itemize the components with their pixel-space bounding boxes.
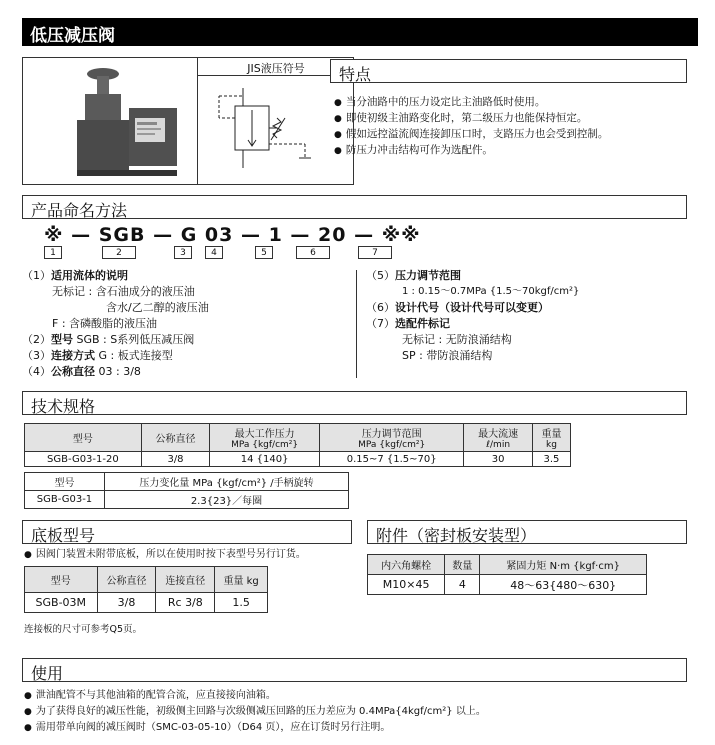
naming-divider xyxy=(356,270,357,378)
sp-header: 公称直径 xyxy=(97,567,156,593)
naming-left-list xyxy=(22,268,209,380)
spec-header: 最大流速 ℓ/min xyxy=(464,424,532,452)
sp-cell: SGB-03M xyxy=(25,593,98,613)
sp-header: 型号 xyxy=(25,567,98,593)
usage-item: ● 需用带单向阀的减压阀时（SMC-03-05-10）（D64 页），应在订货时另行注明。 xyxy=(24,720,704,736)
pc-header: 压力变化量 MPa {kgf/cm²} /手柄旋转 xyxy=(105,473,349,491)
code-box-2: 2 xyxy=(102,246,136,259)
sp-header: 重量 kg xyxy=(215,567,268,593)
usage-list xyxy=(24,688,704,736)
naming-item: 1 : 0.15～0.7MPa {1.5～70kgf/cm²} xyxy=(402,286,580,297)
spec-cell: 30 xyxy=(464,452,532,467)
spec-header: 重量 kg xyxy=(532,424,570,452)
pressure-change-table xyxy=(24,472,349,509)
usage-heading: 使用 xyxy=(22,658,687,682)
code-box-1: 1 xyxy=(44,246,62,259)
spec-header: 最大工作压力 MPa {kgf/cm²} xyxy=(210,424,320,452)
spec-cell: 3.5 xyxy=(532,452,570,467)
page-title: 低压减压阀 xyxy=(22,18,698,46)
code-box-5: 5 xyxy=(255,246,273,259)
specs-table xyxy=(24,423,571,467)
naming-item: F : 含磷酸脂的液压油 xyxy=(52,317,158,330)
pc-header: 型号 xyxy=(25,473,105,491)
acc-header: 数量 xyxy=(445,555,480,575)
spec-cell: SGB-G03-1-20 xyxy=(25,452,142,467)
feature-item: ● 当分油路中的压力设定比主油路低时使用。 xyxy=(334,95,694,111)
acc-cell: M10×45 xyxy=(368,575,445,595)
sp-cell: 3/8 xyxy=(97,593,156,613)
spec-header: 型号 xyxy=(25,424,142,452)
pc-cell: SGB-G03-1 xyxy=(25,491,105,509)
acc-header: 内六角螺栓 xyxy=(368,555,445,575)
acc-header: 紧固力矩 N·m {kgf·cm} xyxy=(480,555,647,575)
pc-cell: 2.3{23}／每圈 xyxy=(105,491,349,509)
valve-photo-icon xyxy=(37,62,187,180)
naming-item: （4）公称直径 03 : 3/8 xyxy=(22,365,141,378)
acc-cell: 4 xyxy=(445,575,480,595)
feature-item: ● 假如远控溢流阀连接卸压口时，支路压力也会受到控制。 xyxy=(334,127,694,143)
usage-item: ● 泄油配管不与其他油箱的配管合流，应直接接向油箱。 xyxy=(24,688,704,704)
naming-item: （2）型号 SGB : S系列低压减压阀 xyxy=(22,333,195,346)
naming-item: （5）压力调节范围 xyxy=(366,269,461,282)
spec-cell: 3/8 xyxy=(141,452,209,467)
product-image-box xyxy=(22,57,354,185)
code-box-4: 4 xyxy=(205,246,223,259)
sp-cell: Rc 3/8 xyxy=(156,593,215,613)
jis-symbol-label: JIS液压符号 xyxy=(197,58,354,76)
spec-cell: 0.15~7 {1.5~70} xyxy=(319,452,463,467)
subplate-table xyxy=(24,566,268,613)
specs-heading: 技术规格 xyxy=(22,391,687,415)
naming-item: （6）设计代号（设计代号可以变更） xyxy=(366,301,549,314)
sp-cell: 1.5 xyxy=(215,593,268,613)
naming-right-list xyxy=(366,268,579,364)
spec-cell: 14 {140} xyxy=(210,452,320,467)
features-list xyxy=(334,95,694,159)
accessory-table xyxy=(367,554,647,595)
model-code: ※ — SGB — G 03 — 1 — 20 — ※※ xyxy=(44,224,421,246)
naming-item: 含水/乙二醇的液压油 xyxy=(106,301,209,314)
spec-header: 压力调节范围 MPa {kgf/cm²} xyxy=(319,424,463,452)
code-box-3: 3 xyxy=(174,246,192,259)
subplate-footnote: 连接板的尺寸可参考Q5页。 xyxy=(24,624,143,635)
naming-item: SP : 带防浪涌结构 xyxy=(402,349,493,362)
naming-item: 无标记 : 无防浪涌结构 xyxy=(402,333,512,346)
sp-header: 连接直径 xyxy=(156,567,215,593)
acc-cell: 48～63{480～630} xyxy=(480,575,647,595)
naming-heading: 产品命名方法 xyxy=(22,195,687,219)
naming-item: （1）适用流体的说明 xyxy=(22,269,128,282)
subplate-heading: 底板型号 xyxy=(22,520,352,544)
naming-item: 无标记 : 含石油成分的液压油 xyxy=(52,285,195,298)
feature-item: ● 防压力冲击结构可作为选配件。 xyxy=(334,143,694,159)
code-box-7: 7 xyxy=(358,246,392,259)
naming-item: （7）选配件标记 xyxy=(366,317,450,330)
usage-item: ● 为了获得良好的减压性能，初级侧主回路与次级侧减压回路的压力差应为 0.4MPa{4kgf/cm²} 以上。 xyxy=(24,704,704,720)
subplate-note: ● 因阀门装置未附带底板，所以在使用时按下表型号另行订货。 xyxy=(24,547,306,563)
features-heading: 特点 xyxy=(330,59,687,83)
naming-item: （3）连接方式 G : 板式连接型 xyxy=(22,349,173,362)
spec-header: 公称直径 xyxy=(141,424,209,452)
feature-item: ● 即使初级主油路变化时，第二级压力也能保持恒定。 xyxy=(334,111,694,127)
hydraulic-symbol-icon xyxy=(205,88,345,168)
accessory-heading: 附件（密封板安装型） xyxy=(367,520,687,544)
code-box-6: 6 xyxy=(296,246,330,259)
